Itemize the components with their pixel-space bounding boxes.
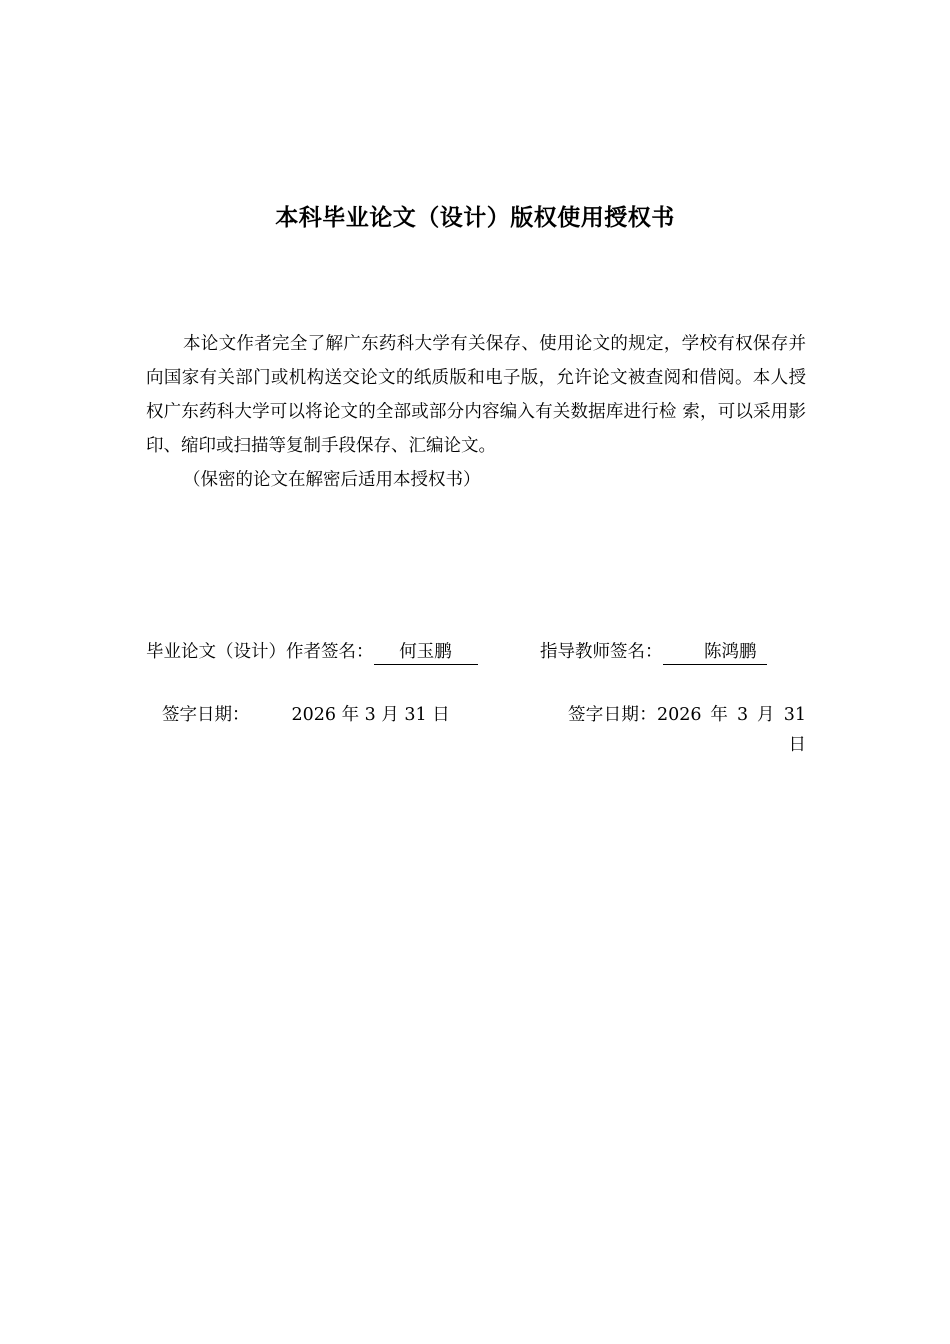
author-sign-date-label: 签字日期： <box>162 705 250 725</box>
advisor-sign-date-value: 2026 年 3 月 31 日 <box>657 705 806 755</box>
authorization-paragraph: 本论文作者完全了解广东药科大学有关保存、使用论文的规定，学校有权保存并向国家有关部门或机构送交论文的纸质版和电子版，允许论文被查阅和借阅。本人授权广东药科大学可以将论文的全部或部分内容编入有关数据库进行检 索，可以采用影印、缩印或扫描等复制手段保存、汇编论文。 <box>146 334 806 456</box>
author-sign-date-value: 2026 年 3 月 31 日 <box>291 705 450 725</box>
advisor-sign-date-label: 签字日期： <box>568 705 657 725</box>
author-signature-label: 毕业论文（设计）作者签名： <box>146 642 374 662</box>
advisor-signature-name: 陈鸿鹏 <box>663 640 767 665</box>
authorization-body <box>146 327 806 497</box>
page-title: 本科毕业论文（设计）版权使用授权书 <box>275 205 675 231</box>
author-signature-row <box>146 637 478 667</box>
advisor-signature-label: 指导教师签名： <box>540 642 663 662</box>
advisor-signature-row <box>540 637 767 667</box>
confidential-note: （保密的论文在解密后适用本授权书） <box>183 470 481 490</box>
author-sign-date-row <box>162 700 450 730</box>
advisor-sign-date-row <box>568 700 806 760</box>
author-signature-name: 何玉鹏 <box>374 640 478 665</box>
